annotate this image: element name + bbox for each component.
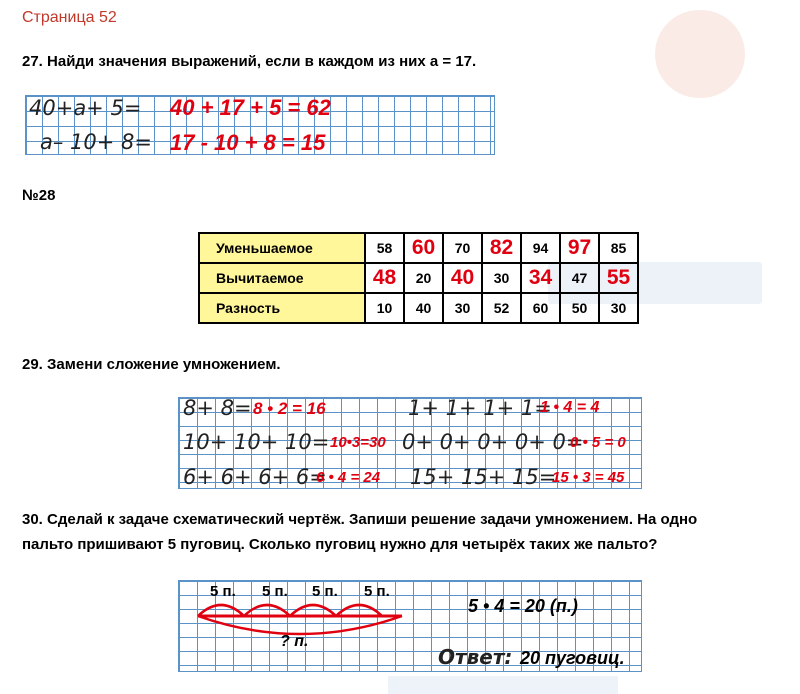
answer-word: Ответ: — [438, 645, 513, 669]
table-row — [199, 263, 638, 293]
arc — [290, 605, 336, 616]
task28-heading: №28 — [22, 187, 56, 204]
task29-expr2: 1+ 1+ 1+ 1= — [408, 396, 552, 420]
page-title: Страница 52 — [22, 9, 117, 26]
total-arc — [198, 616, 402, 634]
arc-label: 5 п. — [210, 583, 236, 600]
table-cell: 97 — [560, 233, 599, 263]
table-cell: 30 — [443, 293, 482, 323]
task29-expr5: 6+ 6+ 6+ 6= — [183, 465, 327, 489]
table-cell: 52 — [482, 293, 521, 323]
site-logo — [655, 10, 745, 98]
task29-answer6: 15 • 3 = 45 — [552, 469, 625, 486]
task27-heading: 27. Найди значения выражений, если в каждом из них а = 17. — [22, 53, 477, 70]
table-cell: 85 — [599, 233, 638, 263]
task29-answer4: 0 • 5 = 0 — [570, 434, 626, 451]
table-cell: 60 — [521, 293, 560, 323]
table-cell: 70 — [443, 233, 482, 263]
table-cell: 40 — [443, 263, 482, 293]
table-cell: 60 — [404, 233, 443, 263]
task29-heading: 29. Замени сложение умножением. — [22, 356, 281, 373]
table-cell: 20 — [404, 263, 443, 293]
watermark — [388, 676, 618, 694]
table-cell: 30 — [599, 293, 638, 323]
row-label: Вычитаемое — [199, 263, 365, 293]
task27-answer2: 17 - 10 + 8 = 15 — [170, 130, 326, 155]
table-cell: 30 — [482, 263, 521, 293]
task30-text — [22, 507, 782, 557]
row-label: Разность — [199, 293, 365, 323]
task29-answer3: 10•3=30 — [330, 434, 386, 451]
arc — [198, 605, 244, 616]
table-row — [199, 233, 638, 263]
arc — [336, 605, 382, 616]
total-label: ? п. — [280, 633, 309, 650]
task30-line2: пальто пришивают 5 пуговиц. Сколько пуговиц нужно для четырёх таких же пальто? — [22, 536, 658, 553]
answer-value: 20 пуговиц. — [520, 648, 625, 668]
subtraction-table — [198, 232, 639, 324]
row-label: Уменьшаемое — [199, 233, 365, 263]
task30-solution: 5 • 4 = 20 (п.) — [468, 596, 578, 616]
table-cell: 40 — [404, 293, 443, 323]
task30-line1: 30. Сделай к задаче схематический чертёж. Запиши решение задачи умножением. На одно — [22, 511, 698, 528]
task29-expr3: 10+ 10+ 10= — [183, 430, 330, 454]
task29-answer5: 6 • 4 = 24 — [316, 469, 381, 486]
table-cell: 94 — [521, 233, 560, 263]
table-cell: 48 — [365, 263, 404, 293]
arc-label: 5 п. — [262, 583, 288, 600]
table-cell: 58 — [365, 233, 404, 263]
task29-expr4: 0+ 0+ 0+ 0+ 0= — [402, 430, 584, 454]
arc-label: 5 п. — [364, 583, 390, 600]
task27-answer1: 40 + 17 + 5 = 62 — [170, 95, 331, 120]
task29-answer1: 8 • 2 = 16 — [253, 399, 326, 418]
task27-expr2: а– 10+ 8= — [40, 130, 152, 154]
table-cell: 55 — [599, 263, 638, 293]
table-cell: 82 — [482, 233, 521, 263]
table-cell: 10 — [365, 293, 404, 323]
table-row — [199, 293, 638, 323]
table-cell: 47 — [560, 263, 599, 293]
task27-expr1: 40+а+ 5= — [29, 96, 142, 120]
table-cell: 34 — [521, 263, 560, 293]
table-cell: 50 — [560, 293, 599, 323]
task29-expr6: 15+ 15+ 15= — [410, 465, 557, 489]
task29-answer2: 1 • 4 = 4 — [540, 399, 600, 416]
arc — [244, 605, 290, 616]
arc-label: 5 п. — [312, 583, 338, 600]
task29-expr1: 8+ 8= — [183, 396, 252, 420]
